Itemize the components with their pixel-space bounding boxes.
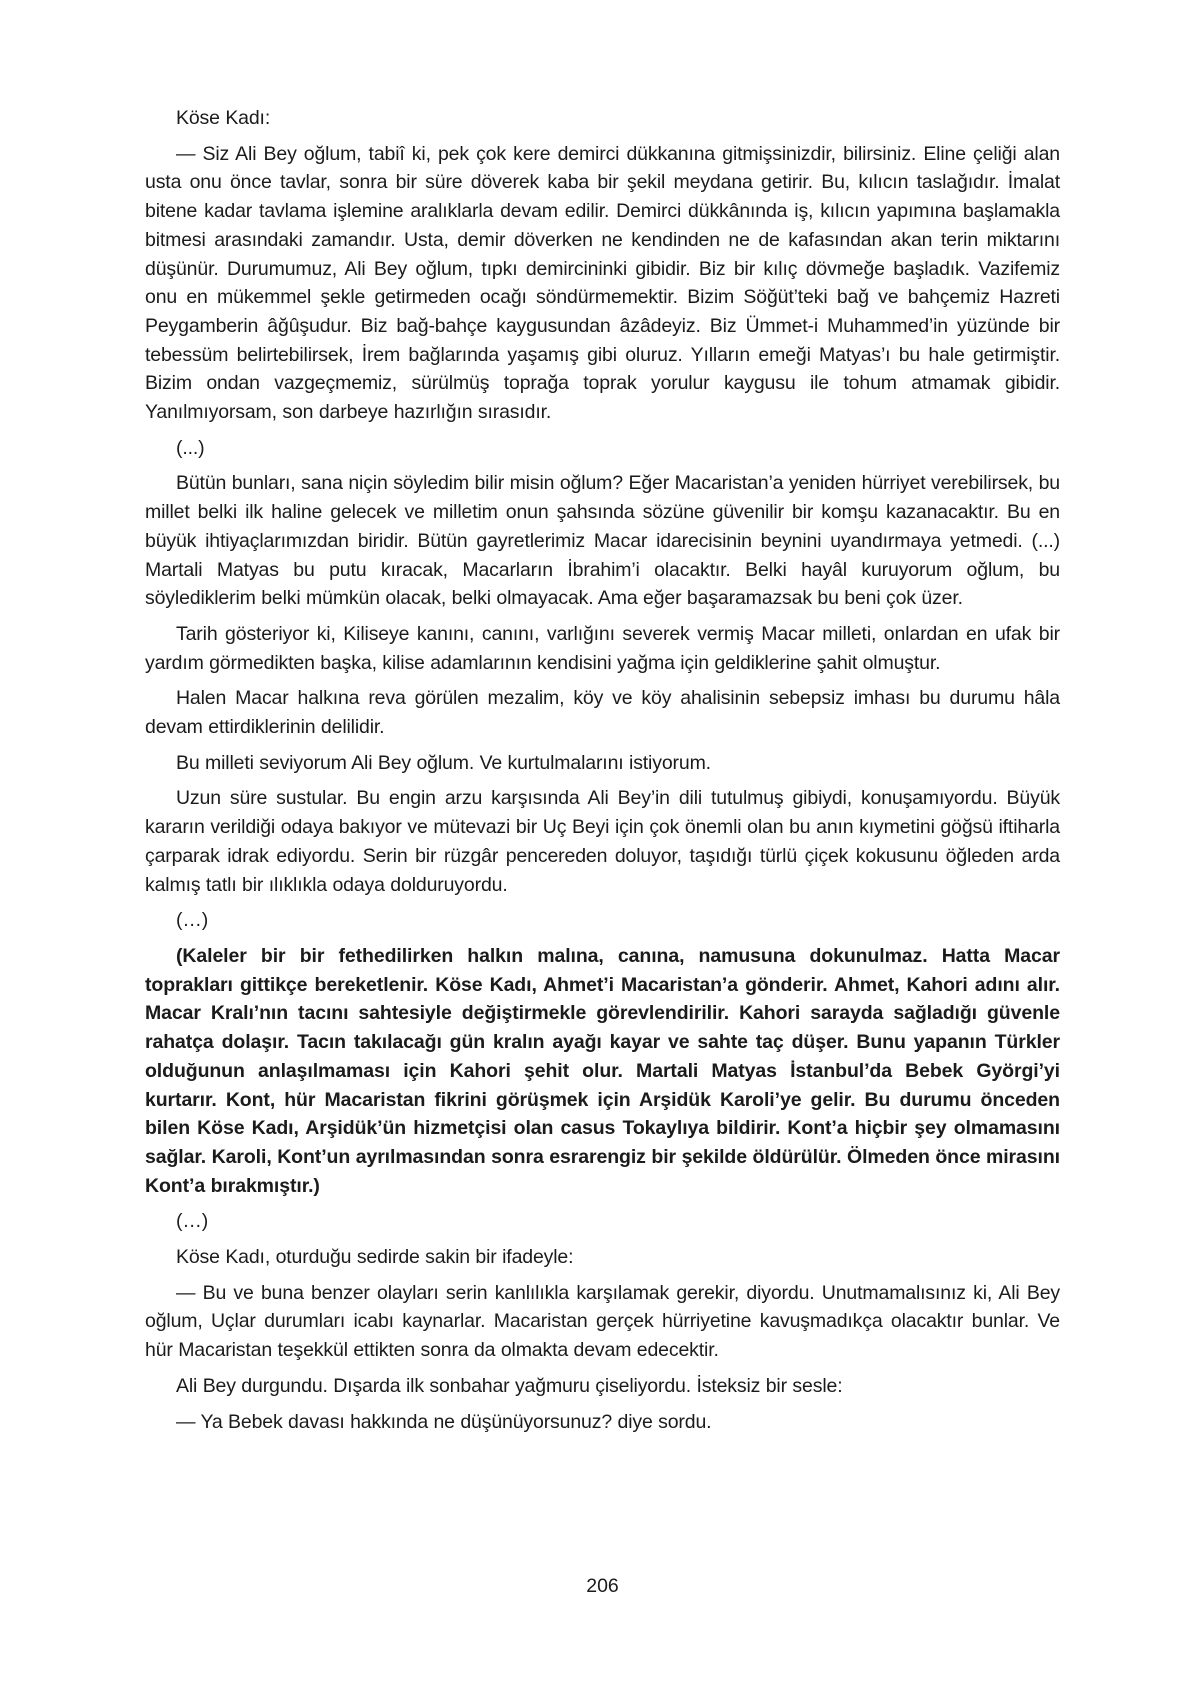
- page-text-block: [145, 104, 1060, 1443]
- paragraph-7: Köse Kadı, oturduğu sedirde sakin bir ifadeyle:: [176, 1246, 574, 1269]
- paragraph-summary-bold: (Kaleler bir bir fethedilirken halkın malına, canına, namusuna dokunulmaz. Hatta Macar toprakları gittikçe bereketlenir. Köse Kadı, Ahmet’i Macaristan’a gönderir. Ahmet, Kahori adını alır. Macar Kralı’nın tacını sahtesiyle değiştirmekle görevlendirilir. Kahori sarayda sağladığı güvenle rahatça dolaşır. Tacın takılacağı gün kralın ayağı kayar ve sahte taç düşer. Bunu yapanın Türkler olduğunun anlaşılmaması için Kahori şehit olur. Martali Matyas İstanbul’da Bebek Györgi’yi kurtarır. Kont, hür Macaristan fikrini görüşmek için Arşidük Karoli’ye gelir. Bu durumu önceden bilen Köse Kadı, Arşidük’ün hizmetçisi olan casus Tokaylıya bildirir. Kont’a hiçbir şey olmamasını sağlar. Karoli, Kont’un ayrılmasından sonra esrarengiz bir şekilde öldürülür. Ölmeden önce mirasını Kont’a bırakmıştır.): [145, 944, 1060, 1197]
- paragraph-8: Ali Bey durgundu. Dışarda ilk sonbahar yağmuru çiseliyordu. İsteksiz bir sesle:: [176, 1374, 843, 1397]
- paragraph-2: Bütün bunları, sana niçin söyledim bilir misin oğlum? Eğer Macaristan’a yeniden hürriyet verebilirsek, bu millet belki ilk haline gelecek ve milletim onun şahsında sözüne güvenilir bir komşu kazanacaktır. Bu en büyük ihtiyaçlarımızdan biridir. Bütün gayretlerimiz Macar idarecisinin beynini uyandırmaya yetmedi. (...) Martali Matyas bu putu kıracak, Macarların İbrahim’i olacaktır. Belki hayâl kuruyorum oğlum, bu söylediklerim belki mümkün olacak, belki olmayacak. Ama eğer başaramazsak bu beni çok üzer.: [145, 472, 1060, 610]
- paragraph-4: Halen Macar halkına reva görülen mezalim, köy ve köy ahalisinin sebepsiz imhası bu durumu hâla devam ettirdiklerinin delilidir.: [145, 687, 1060, 739]
- paragraph-dialog-3: — Ya Bebek davası hakkında ne düşünüyorsunuz? diye sordu.: [176, 1410, 712, 1433]
- paragraph-6: Uzun süre sustular. Bu engin arzu karşısında Ali Bey’in dili tutulmuş gibiydi, konuşamıyordu. Büyük kararın verildiği odaya bakıyor ve mütevazi bir Uç Beyi için çok önemli olan bu anın kıymetini göğsü iftiharla çarparak idrak ediyordu. Serin bir rüzgâr pencereden doluyor, taşıdığı türlü çiçek kokusunu öğleden arda kalmış tatlı bir ılıklıkla odaya dolduruyordu.: [145, 787, 1060, 896]
- paragraph-dialog-1: — Siz Ali Bey oğlum, tabiî ki, pek çok kere demirci dükkanına gitmişsinizdir, bilirsiniz. Eline çeliği alan usta onu önce tavlar, sonra bir süre döverek kaba bir şekil meydana getirir. Bu, kılıcın taslağıdır. İmalat bitene kadar tavlama işlemine aralıklarla devam edilir. Demirci dükkânında iş, kılıcın yapımına başlamakla bitmesi arasındaki zamandır. Usta, demir döverken ne kendinden ne de kafasından akan terin miktarını düşünür. Durumumuz, Ali Bey oğlum, tıpkı demircininki gibidir. Biz bir kılıç dövmeğe başladık. Vazifemiz onu en mükemmel şekle getirmeden ocağı söndürmemektir. Bizim Söğüt’teki bağ ve bahçemiz Hazreti Peygamberin âğûşudur. Biz bağ-bahçe kaygusundan âzâdeyiz. Biz Ümmet-i Muhammed’in yüzünde bir tebessüm belirtebilirsek, İrem bağlarında yaşamış gibi oluruz. Yılların emeği Matyas’ı bu hale getirmiştir. Bizim ondan vazgeçmemiz, sürülmüş toprağa toprak yorulur kaygusu ile tohum atmamak gibidir. Yanılmıyorsam, son darbeye hazırlığın sırasıdır.: [145, 142, 1060, 424]
- paragraph-dialog-2: — Bu ve buna benzer olayları serin kanlılıkla karşılamak gerekir, diyordu. Unutmamalısınız ki, Ali Bey oğlum, Uçlar durumları icabı kaynarlar. Macaristan gerçek hürriyetine kavuşmadıkça olacaktır bunlar. Ve hür Macaristan teşekkül ettikten sonra da olmakta devam edecektir.: [145, 1281, 1060, 1362]
- ellipsis-marker-3: (…): [176, 1210, 209, 1233]
- page-number: 206: [586, 1575, 619, 1597]
- speaker-heading: Köse Kadı:: [176, 107, 271, 129]
- ellipsis-marker-2: (…): [176, 909, 209, 932]
- paragraph-5: Bu milleti seviyorum Ali Bey oğlum. Ve kurtulmalarını istiyorum.: [176, 751, 711, 774]
- ellipsis-marker-1: (...): [176, 436, 205, 459]
- page-footer: [145, 1572, 1060, 1600]
- paragraph-3: Tarih gösteriyor ki, Kiliseye kanını, canını, varlığını severek vermiş Macar milleti, onlardan en ufak bir yardım görmedikten başka, kilise adamlarının kendisini yağma için geldiklerine şahit olmuştur.: [145, 622, 1060, 674]
